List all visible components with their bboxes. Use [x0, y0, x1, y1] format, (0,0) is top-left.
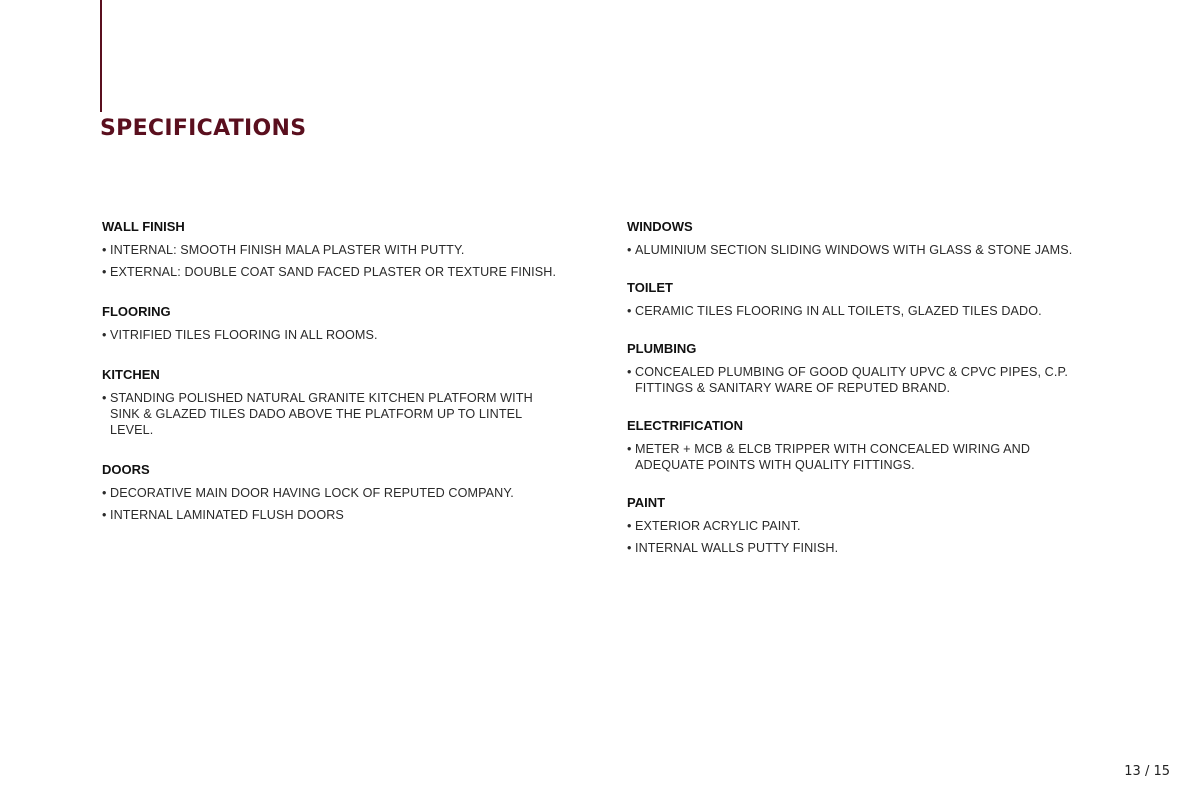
section-toilet [627, 280, 1097, 319]
accent-line [100, 0, 102, 112]
spec-item: • INTERNAL WALLS PUTTY FINISH. [627, 540, 1097, 556]
section-electrification [627, 418, 1097, 473]
section-kitchen [102, 367, 562, 438]
section-heading: PAINT [627, 495, 666, 510]
spec-item: • CONCEALED PLUMBING OF GOOD QUALITY UPVC & CPVC PIPES, C.P. FITTINGS & SANITARY WARE OF REPUTED BRAND. [627, 364, 1097, 396]
section-heading: ELECTRIFICATION [627, 418, 744, 433]
section-windows [627, 219, 1097, 258]
section-heading: FLOORING [102, 304, 171, 319]
spec-item: • STANDING POLISHED NATURAL GRANITE KITCHEN PLATFORM WITH SINK & GLAZED TILES DADO ABOVE THE PLATFORM UP TO LINTEL LEVEL. [102, 390, 562, 438]
spec-item: • INTERNAL: SMOOTH FINISH MALA PLASTER WITH PUTTY. [102, 242, 562, 258]
right-column [627, 219, 1097, 578]
section-paint [627, 495, 1097, 556]
spec-item: • DECORATIVE MAIN DOOR HAVING LOCK OF REPUTED COMPANY. [102, 485, 562, 501]
spec-item: • VITRIFIED TILES FLOORING IN ALL ROOMS. [102, 327, 562, 343]
section-flooring [102, 304, 562, 343]
spec-item: • METER + MCB & ELCB TRIPPER WITH CONCEALED WIRING AND ADEQUATE POINTS WITH QUALITY FITTINGS. [627, 441, 1097, 473]
section-wall-finish [102, 219, 562, 280]
page-title: SPECIFICATIONS [100, 116, 307, 141]
spec-item: • EXTERIOR ACRYLIC PAINT. [627, 518, 1097, 534]
spec-item: • EXTERNAL: DOUBLE COAT SAND FACED PLASTER OR TEXTURE FINISH. [102, 264, 562, 280]
section-heading: WALL FINISH [102, 219, 185, 234]
section-heading: KITCHEN [102, 367, 160, 382]
section-plumbing [627, 341, 1097, 396]
section-heading: DOORS [102, 462, 150, 477]
section-doors [102, 462, 562, 523]
section-heading: TOILET [627, 280, 673, 295]
page-number: 13 / 15 [1124, 764, 1170, 779]
spec-item: • CERAMIC TILES FLOORING IN ALL TOILETS, GLAZED TILES DADO. [627, 303, 1097, 319]
section-heading: PLUMBING [627, 341, 697, 356]
spec-item: • ALUMINIUM SECTION SLIDING WINDOWS WITH GLASS & STONE JAMS. [627, 242, 1097, 258]
spec-item: • INTERNAL LAMINATED FLUSH DOORS [102, 507, 562, 523]
section-heading: WINDOWS [627, 219, 693, 234]
left-column [102, 219, 562, 547]
